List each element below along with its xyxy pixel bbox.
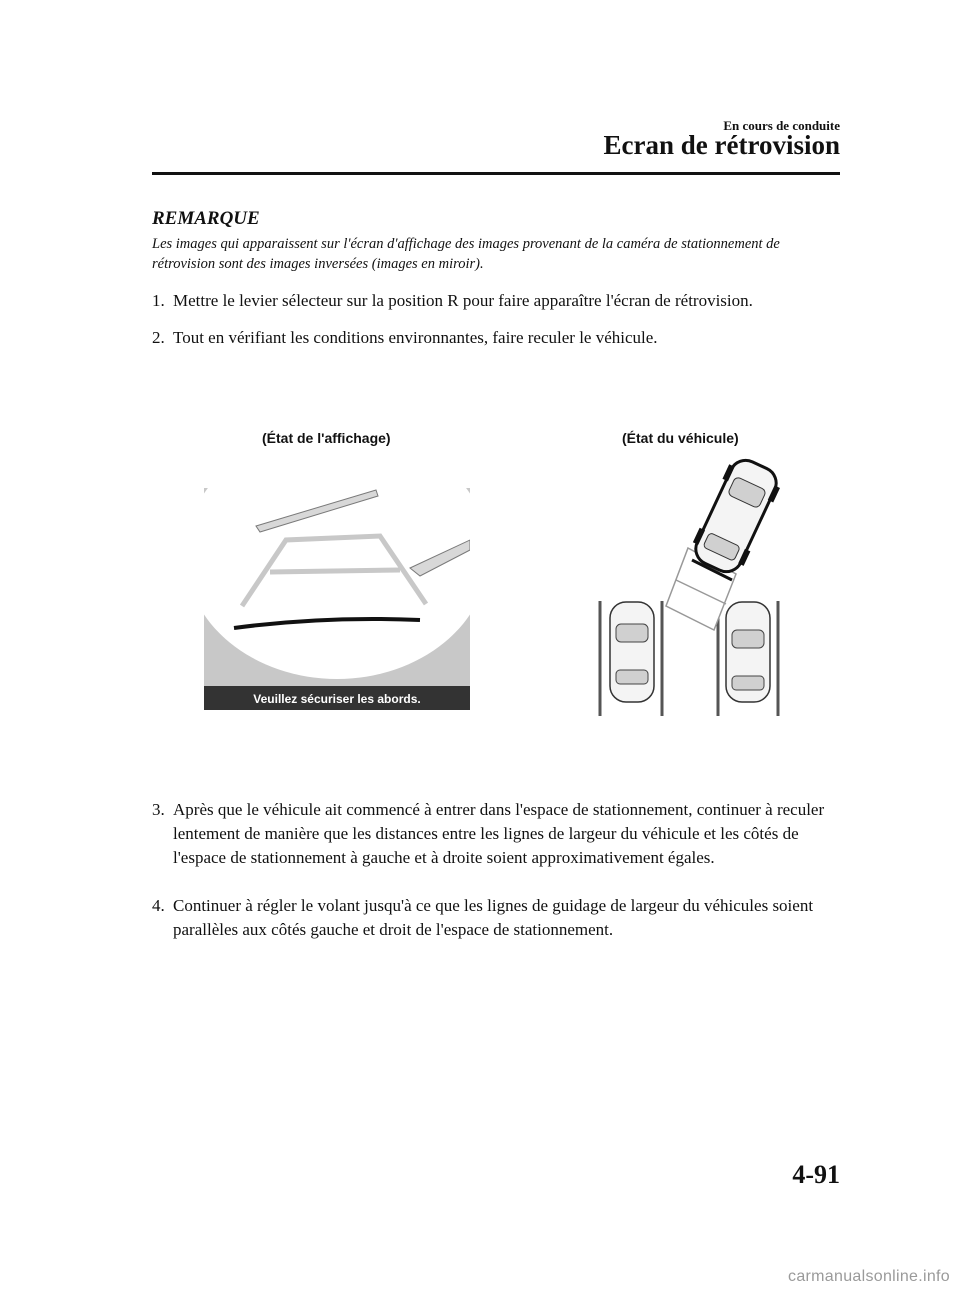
vehicle-figure-label: (État du véhicule) — [622, 430, 739, 446]
screen-message: Veuillez sécuriser les abords. — [253, 692, 421, 706]
page-number: 4-91 — [792, 1160, 840, 1189]
step-text: Tout en vérifiant les conditions environnantes, faire reculer le véhicule. — [173, 328, 658, 347]
display-figure-label: (État de l'affichage) — [262, 430, 391, 446]
step-number: 1. — [152, 291, 165, 310]
note-title: REMARQUE — [152, 208, 260, 229]
page-title: Ecran de rétrovision — [603, 130, 840, 160]
step-text: Mettre le levier sélecteur sur la position R pour faire apparaître l'écran de rétrovision. — [173, 291, 753, 310]
step-1 — [152, 289, 842, 313]
step-number: 2. — [152, 328, 165, 347]
header-section: En cours de conduite — [723, 118, 840, 133]
rearview-display-illustration — [204, 488, 470, 710]
step-4 — [152, 894, 842, 942]
parked-car-right — [726, 602, 770, 702]
header-rule — [152, 172, 840, 175]
step-2 — [152, 326, 842, 350]
step-text: Continuer à régler le volant jusqu'à ce que les lignes de guidage de largeur du véhicules soient parallèles aux côtés gauche et droit de l'espace de stationnement. — [173, 896, 814, 939]
reversing-car — [687, 456, 785, 579]
step-text: Après que le véhicule ait commencé à entrer dans l'espace de stationnement, continuer à reculer lentement de manière que les distances entre les lignes de largeur du véhicule et les côtés de l'espace de stationnement à gauche et à droite soient approximativement égales. — [173, 800, 825, 867]
camera-view-area — [204, 488, 470, 679]
step-number: 4. — [152, 896, 165, 915]
note-body: Les images qui apparaissent sur l'écran d'affichage des images provenant de la caméra de stationnement de rétrovision sont des images inversées (images en miroir). — [152, 236, 780, 272]
parked-car-left — [610, 602, 654, 702]
step-number: 3. — [152, 800, 165, 819]
vehicle-state-illustration — [586, 456, 786, 718]
step-3 — [152, 798, 842, 870]
watermark[interactable]: carmanualsonline.info — [788, 1268, 950, 1285]
